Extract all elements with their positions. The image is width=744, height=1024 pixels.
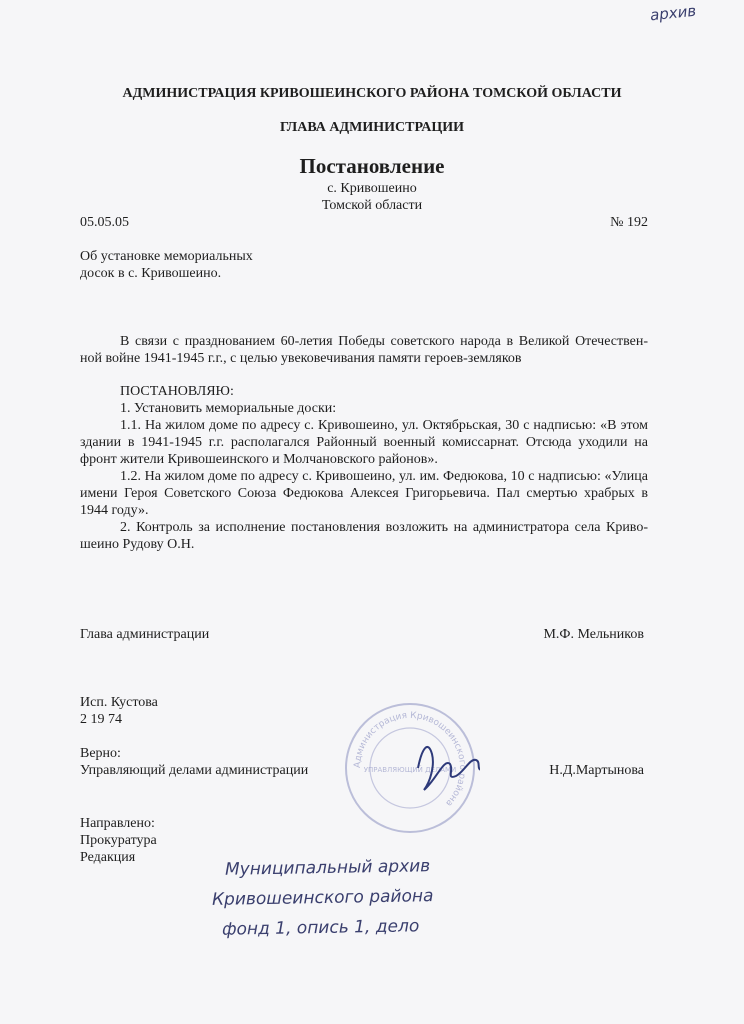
signature-role: Глава администрации [80,627,210,642]
item-1-2: 1.2. На жилом доме по адресу с. Кривошеино, ул. им. Федюкова, 10 с надписью: «Улица имени Героя Советского Союза Федюкова Алексея Григорьевича. Пал смертью храбрых в 1944 году». [80,469,648,518]
stamp-ring-text: Администрация Кривошеинского района [352,710,468,808]
department-heading: ГЛАВА АДМИНИСТРАЦИИ [279,120,465,135]
archive-note-line-2: Кривошеинского района [211,886,434,910]
signature-name: М.Ф. Мельников [543,627,644,642]
item-1-1: 1.1. На жилом доме по адресу с. Кривошеино, ул. Октябрьская, 30 с надписью: «В этом здании в 1941-1945 г.г. располагался Районный военный комиссарнат. Отсюда уходили на фронт жители Кривошеинского и Молчановского районов». [80,418,648,467]
place-line-2: Томской области [321,198,423,213]
item-1: 1. Установить мемориальные доски: [120,401,337,416]
stamp-center-text: УПРАВЛЯЮЩИЙ ДЕЛАМИ [363,766,457,774]
verification-role: Управляющий делами администрации [80,763,309,778]
executor-phone: 2 19 74 [80,712,122,727]
organization-heading: АДМИНИСТРАЦИЯ КРИВОШЕИНСКОГО РАЙОНА ТОМСКОЙ ОБЛАСТИ [122,86,622,101]
resolve-heading: ПОСТАНОВЛЯЮ: [120,384,234,399]
archive-note-line-1: Муниципальный архив [224,856,431,880]
distribution-item: Редакция [80,850,136,865]
executor-name: Исп. Кустова [80,695,158,710]
distribution-item: Прокуратура [80,833,157,848]
item-2: 2. Контроль за исполнение постановления возложить на администратора села Криво-шеино Рудову О.Н. [80,520,648,552]
verification-name: Н.Д.Мартынова [549,763,644,778]
document-number: № 192 [610,215,648,230]
place-line-1: с. Кривошеино [327,181,417,196]
document-type-title: Постановление [299,154,445,178]
subject-line-2: досок в с. Кривошеино. [80,266,222,281]
document-date: 05.05.05 [80,215,129,230]
archive-handwritten-mark: архив [649,1,698,25]
official-seal-stamp [340,698,480,838]
archive-note-line-3: фонд 1, опись 1, дело [221,916,420,940]
distribution-label: Направлено: [80,816,155,831]
subject-line-1: Об установке мемориальных [80,249,253,264]
intro-paragraph: В связи с празднованием 60-летия Победы советского народа в Великой Отечествен-ной войне 1941-1945 г.г., с целью увековечивания памяти героев-земляков [80,334,648,366]
verification-label: Верно: [80,746,121,761]
